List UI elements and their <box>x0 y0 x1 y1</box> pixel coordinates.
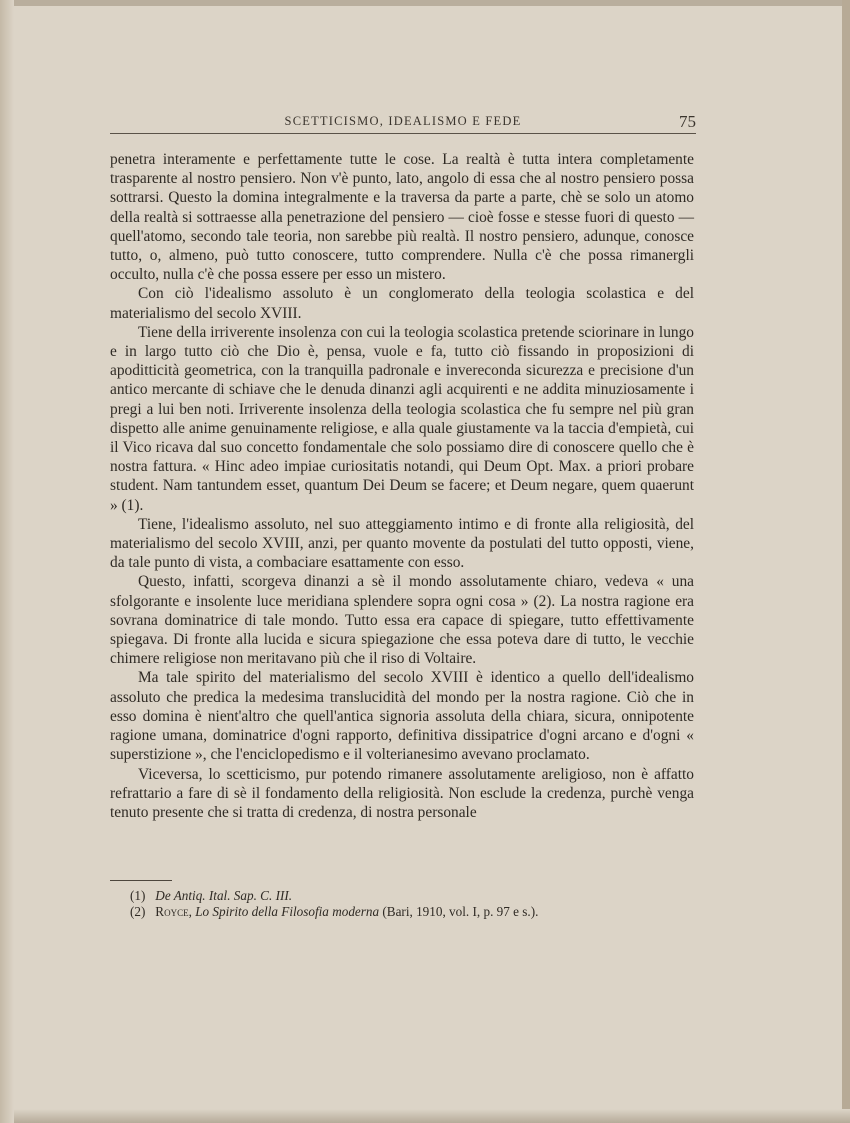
header-rule <box>110 133 696 134</box>
footnotes <box>130 888 690 920</box>
page-header <box>110 112 696 134</box>
footnote <box>130 888 690 904</box>
footnote-author: Royce, <box>155 904 192 919</box>
footnote-rule <box>110 880 172 881</box>
paragraph: Tiene, l'idealismo assoluto, nel suo atteggiamento intimo e di fronte alla religiosità, del materialismo del secolo XVIII, anzi, per quanto movente da postulati del tutto opposti, viene, da tale punto di vista, a combaciare esattamente con esso. <box>110 515 694 572</box>
paragraph: Viceversa, lo scetticismo, pur potendo rimanere assolutamente areligioso, non è affatto refrattario a fare di sè il fondamento della religiosità. Non esclude la credenza, purchè venga tenuto presente che si tratta di credenza, di nostra personale <box>110 765 694 821</box>
page-bottom-edge <box>0 1109 850 1123</box>
paragraph: Tiene della irriverente insolenza con cui la teologia scolastica pretende sciorinare in lungo e in largo tutto ciò che Dio è, pensa, vuole e fa, tutto ciò fissando in proposizioni di apoditticità geometrica, con la tranquilla padronale e invereconda sicurezza e precisione d'un antico mercante di schiave che le denuda dinanzi agli acquirenti e ne addita minuziosamente i pregi a lui ben noti. Irriverente insolenza della teologia scolastica che fu sempre nel più gran dispetto alle anime genuinamente religiose, e alla quale giustamente va la taccia d'empietà, cui il Vico ricava dal suo concetto fondamentale che solo possiamo dire di conoscere quello che è nostra fattura. « Hinc adeo impiae curiositatis notandi, qui Deum Opt. Max. a priori probare student. Nam tantundem esset, quantum Dei Deum se facere; et Deum negare, quem quaerunt » (1). <box>110 323 694 514</box>
running-title: SCETTICISMO, IDEALISMO E FEDE <box>284 114 522 128</box>
footnote-marker: (1) <box>130 888 146 903</box>
footnote-text: De Antiq. Ital. Sap. C. III. <box>155 888 293 903</box>
footnote-citation: (Bari, 1910, vol. I, p. 97 e s.). <box>382 904 539 919</box>
paragraph: Con ciò l'idealismo assoluto è un conglomerato della teologia scolastica e del materialismo del secolo XVIII. <box>110 285 694 322</box>
body-text <box>110 150 694 822</box>
footnote-marker: (2) <box>130 904 146 919</box>
page-right-edge <box>842 0 850 1123</box>
paragraph: penetra interamente e perfettamente tutte le cose. La realtà è tutta intera completamente trasparente al nostro pensiero. Non v'è punto, lato, angolo di essa che al nostro pensiero possa sottrarsi. Questo la domina integralmente e la traversa da parte a parte, chè se solo un atomo della realtà si sottraesse alla penetrazione del pensiero — cioè fosse e stesse fuori di questo — quell'atomo, secondo tale teoria, non sarebbe più realtà. Il nostro pensiero, adunque, conosce tutto, o, almeno, può tutto conoscere, tutto comprendere. Nulla c'è che possa rimanergli occulto, nulla c'è che possa essere per esso un mistero. <box>110 151 694 284</box>
page-number: 75 <box>679 112 696 131</box>
footnote-title: Lo Spirito della Filosofia moderna <box>195 904 380 919</box>
paragraph: Questo, infatti, scorgeva dinanzi a sè il mondo assolutamente chiaro, vedeva « una sfolgorante e insolente luce meridiana splendere sopra ogni cosa » (2). La nostra ragione era sovrana dominatrice di tale mondo. Tutto essa era capace di spiegare, tutto effettivamente spiegava. Di fronte alla lucida e sicura spiegazione che essa poteva dare di tutto, le vecchie chimere religiose non meritavano più che il riso di Voltaire. <box>110 573 694 668</box>
footnote <box>130 904 690 920</box>
paragraph: Ma tale spirito del materialismo del secolo XVIII è identico a quello dell'idealismo assoluto che predica la medesima translucidità del mondo per la nostra ragione. Ciò che in esso domina è nient'altro che quell'antica signoria assoluta della chiara, sicura, onnipotente ragione umana, dominatrice d'ogni rapporto, definitiva dissipatrice d'ogni arcano e d'ogni « superstizione », che l'enciclopedismo e il volterianesimo avevano proclamato. <box>110 669 694 764</box>
